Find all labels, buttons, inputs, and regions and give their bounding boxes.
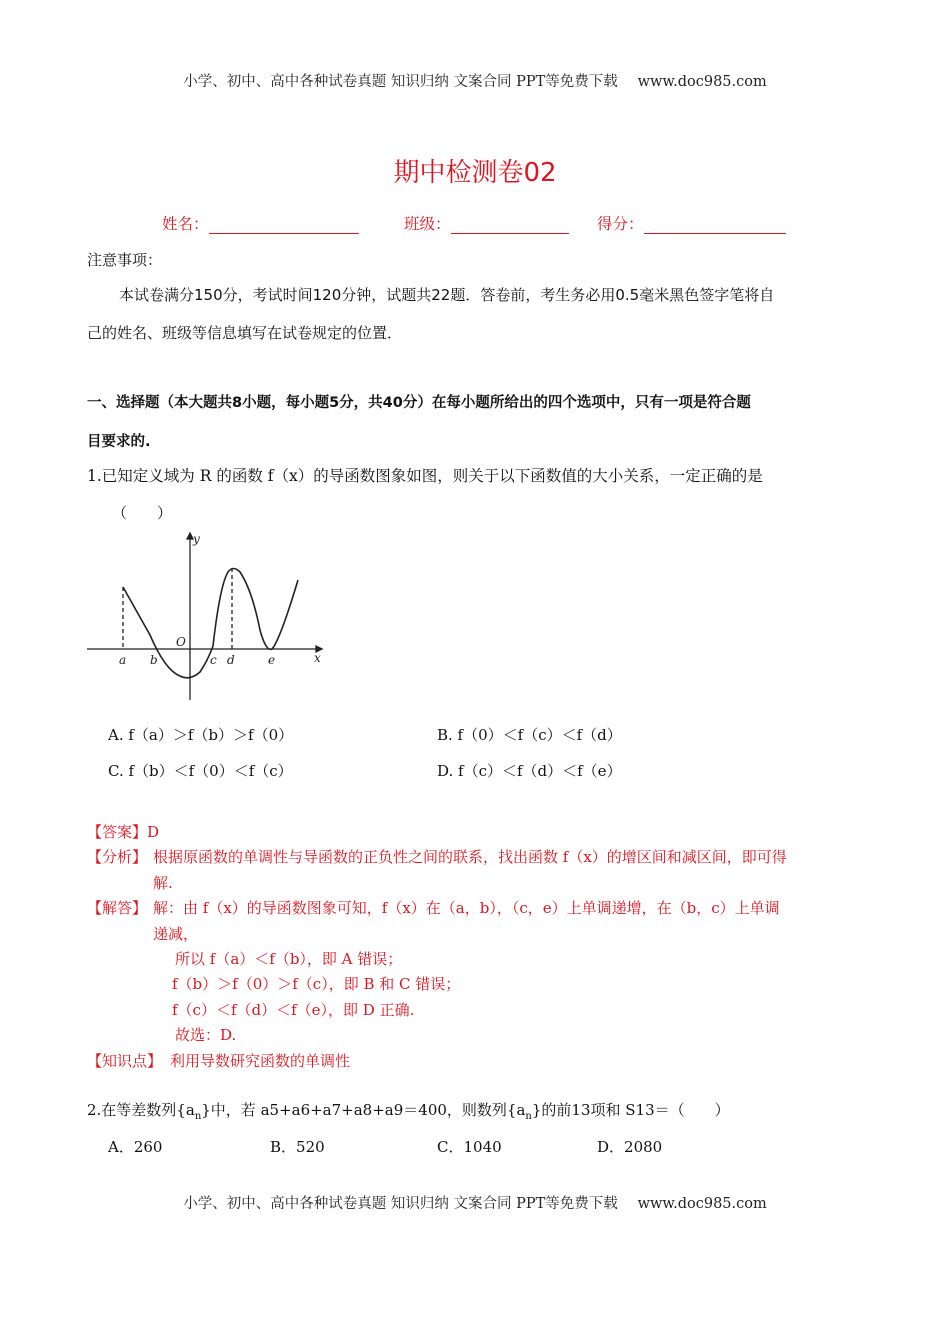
axis-arrows [187,533,322,652]
header-text: 小学、初中、高中各种试卷真题 知识归纳 文案合同 PPT等免费下载 [183,74,618,90]
label-x: x [314,651,321,665]
analysis-label: 【分析】 [87,848,148,866]
section1-line2: 目要求的. [87,434,151,450]
label-y: y [193,532,200,546]
analysis-line1: 根据原函数的单调性与导函数的正负性之间的联系，找出函数 f（x）的增区间和减区间，即可得 [153,848,787,866]
q2-option-b[interactable]: B．520 [270,1138,325,1156]
answer: 【答案】D [87,823,160,841]
q2-option-a[interactable]: A．260 [108,1138,163,1156]
footer-url[interactable]: www.doc985.com [637,1196,767,1212]
q2-option-c[interactable]: C．1040 [437,1138,502,1156]
q1-option-b[interactable]: B. f（0）＜f（c）＜f（d） [437,726,622,744]
label-o: O [176,635,186,649]
notice-line1: 本试卷满分150分，考试时间120分钟，试题共22题．答卷前，考生务必用0.5毫米黑色签字笔将自 [119,286,775,304]
solution-line2: 递减， [153,925,199,943]
q1-stem: 1.已知定义域为 R 的函数 f（x）的导函数图象如图，则关于以下函数值的大小关系，一定正确的是 [87,467,763,485]
page-footer [0,1192,950,1213]
label-d: d [227,653,235,667]
notice-line2: 己的姓名、班级等信息填写在试卷规定的位置． [87,324,403,342]
solution-line3: 所以 f（a）＜f（b），即 A 错误； [175,950,403,968]
label-c: c [210,653,217,667]
q2-stem [87,1099,730,1122]
q2-subscript-n2: n [525,1111,532,1122]
knowledge-label: 【知识点】 [87,1052,163,1070]
name-label: 姓名： [162,215,209,233]
label-b: b [150,653,158,667]
header-url[interactable]: www.doc985.com [637,74,767,90]
label-e: e [268,653,276,667]
solution-label: 【解答】 [87,899,148,917]
solution-line5: f（c）＜f（d）＜f（e），即 D 正确. [172,1001,415,1019]
label-a: a [119,653,127,667]
q1-option-c[interactable]: C. f（b）＜f（0）＜f（c） [108,762,293,780]
q1-option-d[interactable]: D. f（c）＜f（d）＜f（e） [437,762,622,780]
q2-stem-pre: 2.在等差数列{a [87,1101,195,1119]
q2-option-d[interactable]: D．2080 [597,1138,663,1156]
page-title: 期中检测卷02 [393,158,557,188]
analysis-line2: 解. [153,874,173,892]
score-label: 得分： [597,215,644,233]
section1-line1: 一、选择题（本大题共8小题，每小题5分，共40分）在每小题所给出的四个选项中，只有一项是符合题 [87,395,751,411]
footer-text: 小学、初中、高中各种试卷真题 知识归纳 文案合同 PPT等免费下载 [183,1196,618,1212]
class-label: 班级： [404,215,451,233]
notice-heading: 注意事项： [87,251,163,269]
solution-line6: 故选：D. [175,1026,237,1044]
knowledge-text: 利用导数研究函数的单调性 [170,1052,351,1070]
q1-option-a[interactable]: A. f（a）＞f（b）＞f（0） [108,726,294,744]
solution-line1: 解：由 f（x）的导函数图象可知，f（x）在（a，b），（c，e）上单调递增，在（b，c）上单调 [153,899,780,917]
q1-blank: （ ） [112,504,173,522]
q2-subscript-n: n [194,1111,202,1122]
q2-stem-post: }的前13项和 S13＝（ ） [531,1101,730,1119]
q2-stem-mid: }中，若 a5+a6+a7+a8+a9＝400，则数列{a [201,1101,526,1119]
solution-line4: f（b）＞f（0）＞f（c），即 B 和 C 错误； [172,975,461,993]
